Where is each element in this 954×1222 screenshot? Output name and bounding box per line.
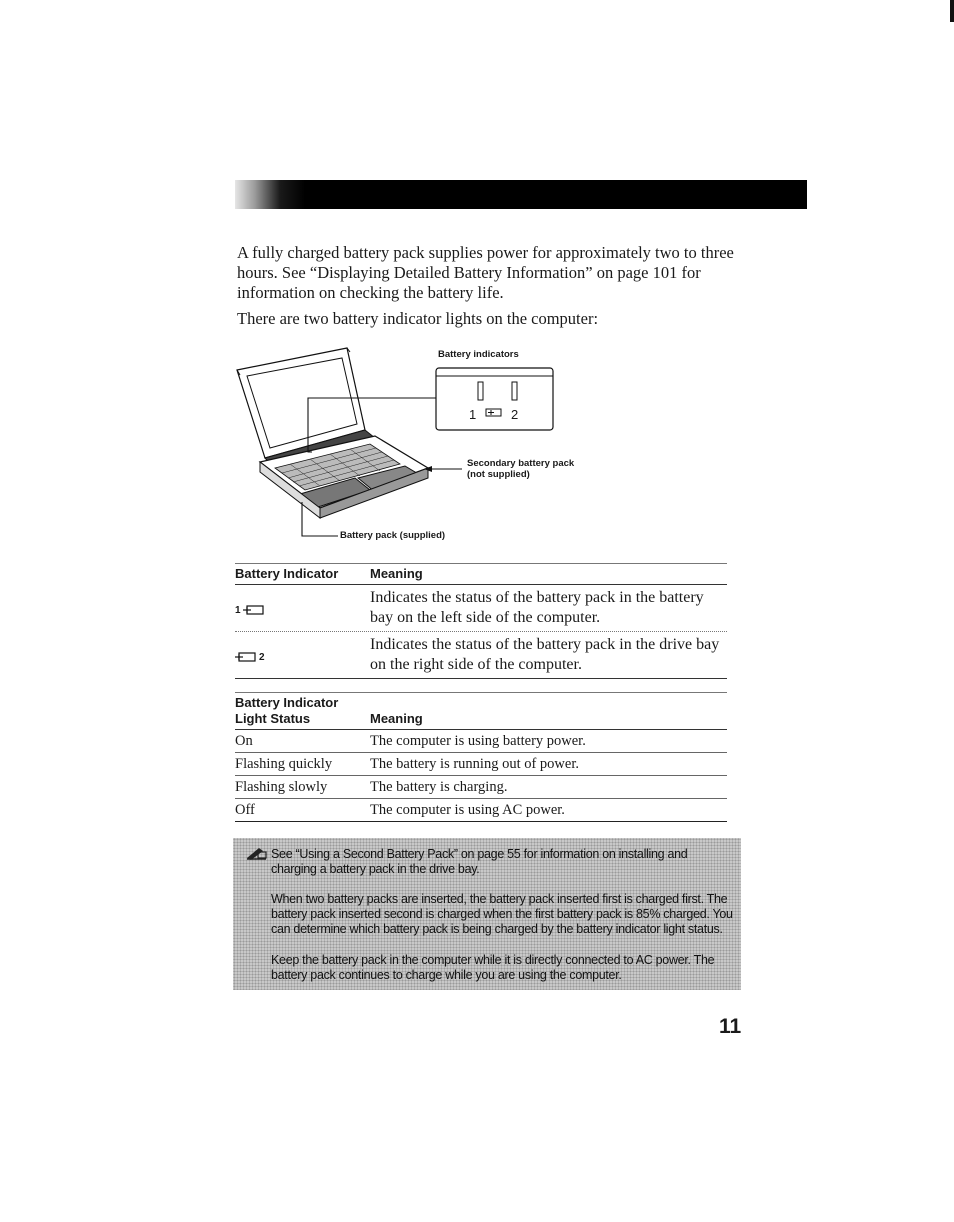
header-light-status-line2: Light Status: [235, 711, 311, 726]
header-meaning: Meaning: [370, 711, 423, 726]
section-header-bar: [235, 180, 807, 209]
supplied-battery-label: Battery pack (supplied): [340, 530, 446, 541]
row-meaning: The battery is running out of power.: [370, 756, 579, 772]
table-row: [235, 776, 727, 799]
battery-icon: [243, 605, 265, 615]
row-meaning: The computer is using battery power.: [370, 733, 586, 749]
battery-indicator-table: [235, 563, 727, 679]
indicator-1: [235, 588, 370, 628]
page-number: 11: [719, 1015, 742, 1038]
table-row: [235, 585, 727, 632]
indicator-number: 1: [235, 604, 241, 616]
table-row: [235, 632, 727, 679]
note-box: [233, 838, 741, 990]
row-meaning: The battery is charging.: [370, 779, 508, 795]
table-row: [235, 753, 727, 776]
laptop-battery-figure: [230, 340, 610, 550]
row-status: Flashing slowly: [235, 779, 328, 795]
indicator-number: 2: [259, 651, 265, 663]
row-meaning: Indicates the status of the battery pack in the battery bay on the left side of the computer.: [370, 589, 704, 626]
table-header: [235, 692, 727, 730]
header-battery-indicator: Battery Indicator: [235, 566, 339, 581]
header-light-status-line1: Battery Indicator: [235, 695, 339, 710]
note-paragraph-3: Keep the battery pack in the computer while it is directly connected to AC power. The battery pack continues to charge while you are using the computer.: [271, 953, 715, 982]
row-status: Flashing quickly: [235, 756, 333, 772]
table-row: [235, 799, 727, 822]
header-meaning: Meaning: [370, 566, 423, 581]
row-meaning: The computer is using AC power.: [370, 802, 565, 818]
indicator-left-number: 1: [469, 407, 477, 422]
light-status-table: [235, 692, 727, 822]
pencil-note-icon: [245, 846, 267, 860]
page-edge-mark: [950, 0, 954, 22]
row-meaning: Indicates the status of the battery pack in the drive bay on the right side of the computer.: [370, 636, 720, 673]
intro-paragraph-indicators: There are two battery indicator lights on the computer:: [237, 309, 599, 328]
battery-icon: [235, 652, 257, 662]
indicator-right-number: 2: [511, 407, 519, 422]
row-status: On: [235, 733, 253, 749]
indicator-2: [235, 635, 370, 675]
row-status: Off: [235, 802, 255, 818]
secondary-battery-label: [467, 458, 574, 480]
table-row: [235, 730, 727, 753]
header-light-status: [235, 695, 370, 727]
table-header: [235, 563, 727, 585]
note-paragraph-1: See “Using a Second Battery Pack” on page 55 for information on installing and charging a battery pack in the drive bay.: [271, 847, 688, 876]
secondary-battery-label-line1: Secondary battery pack: [467, 458, 575, 469]
note-paragraph-2: When two battery packs are inserted, the battery pack inserted first is charged first. The battery pack inserted second is charged when the first battery pack is 85% charged. You can determine which battery pack is being charged by the battery indicator light status.: [271, 892, 733, 936]
secondary-battery-label-line2: (not supplied): [467, 469, 530, 480]
intro-paragraph: A fully charged battery pack supplies power for approximately two to three hours. See “Displaying Detailed Battery Information” on page 101 for information on checking the battery life.: [237, 243, 734, 302]
laptop-illustration: [230, 340, 610, 550]
battery-indicators-label: Battery indicators: [438, 349, 519, 360]
